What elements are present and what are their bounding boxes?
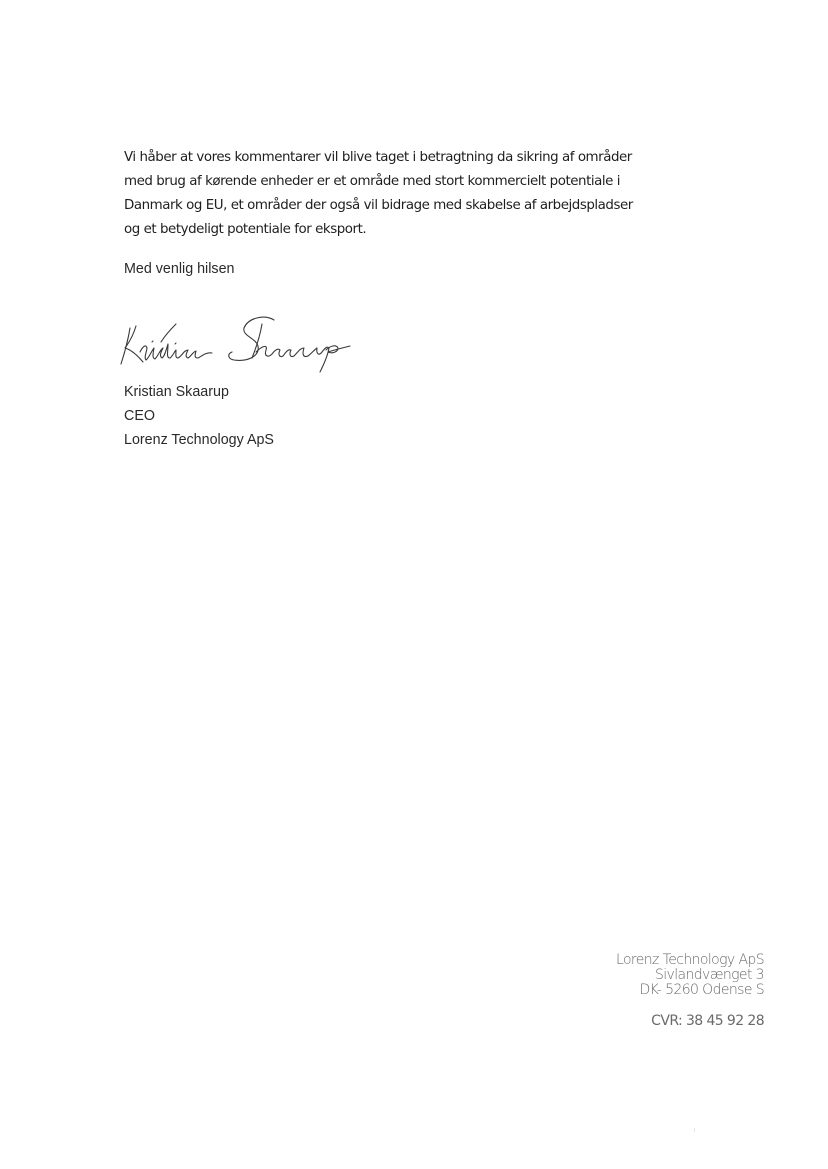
- footer-street: Sivlandvænget 3: [654, 967, 764, 983]
- footer-company: Lorenz Technology ApS: [616, 952, 764, 968]
- signer-name: Kristian Skaarup: [124, 384, 229, 400]
- body-line: Danmark og EU, et områder der også vil bidrage med skabelse af arbejdspladser: [124, 198, 633, 213]
- body-line: med brug af kørende enheder er et område med stort kommercielt potentiale i: [124, 174, 621, 189]
- signer-title: CEO: [124, 408, 155, 424]
- footer-city: DK- 5260 Odense S: [639, 982, 764, 998]
- body-line: Vi håber at vores kommentarer vil blive taget i betragtning da sikring af områder: [124, 150, 632, 165]
- scan-mark: [694, 1128, 695, 1132]
- signer-company: Lorenz Technology ApS: [124, 432, 274, 448]
- footer-address: [616, 953, 764, 998]
- signer-block: [124, 380, 274, 452]
- closing-phrase: Med venlig hilsen: [124, 261, 235, 277]
- body-paragraph: [124, 146, 633, 242]
- handwritten-signature: [116, 306, 361, 376]
- body-line: og et betydeligt potentiale for eksport.: [124, 222, 367, 237]
- footer-cvr: CVR: 38 45 92 28: [651, 1013, 764, 1029]
